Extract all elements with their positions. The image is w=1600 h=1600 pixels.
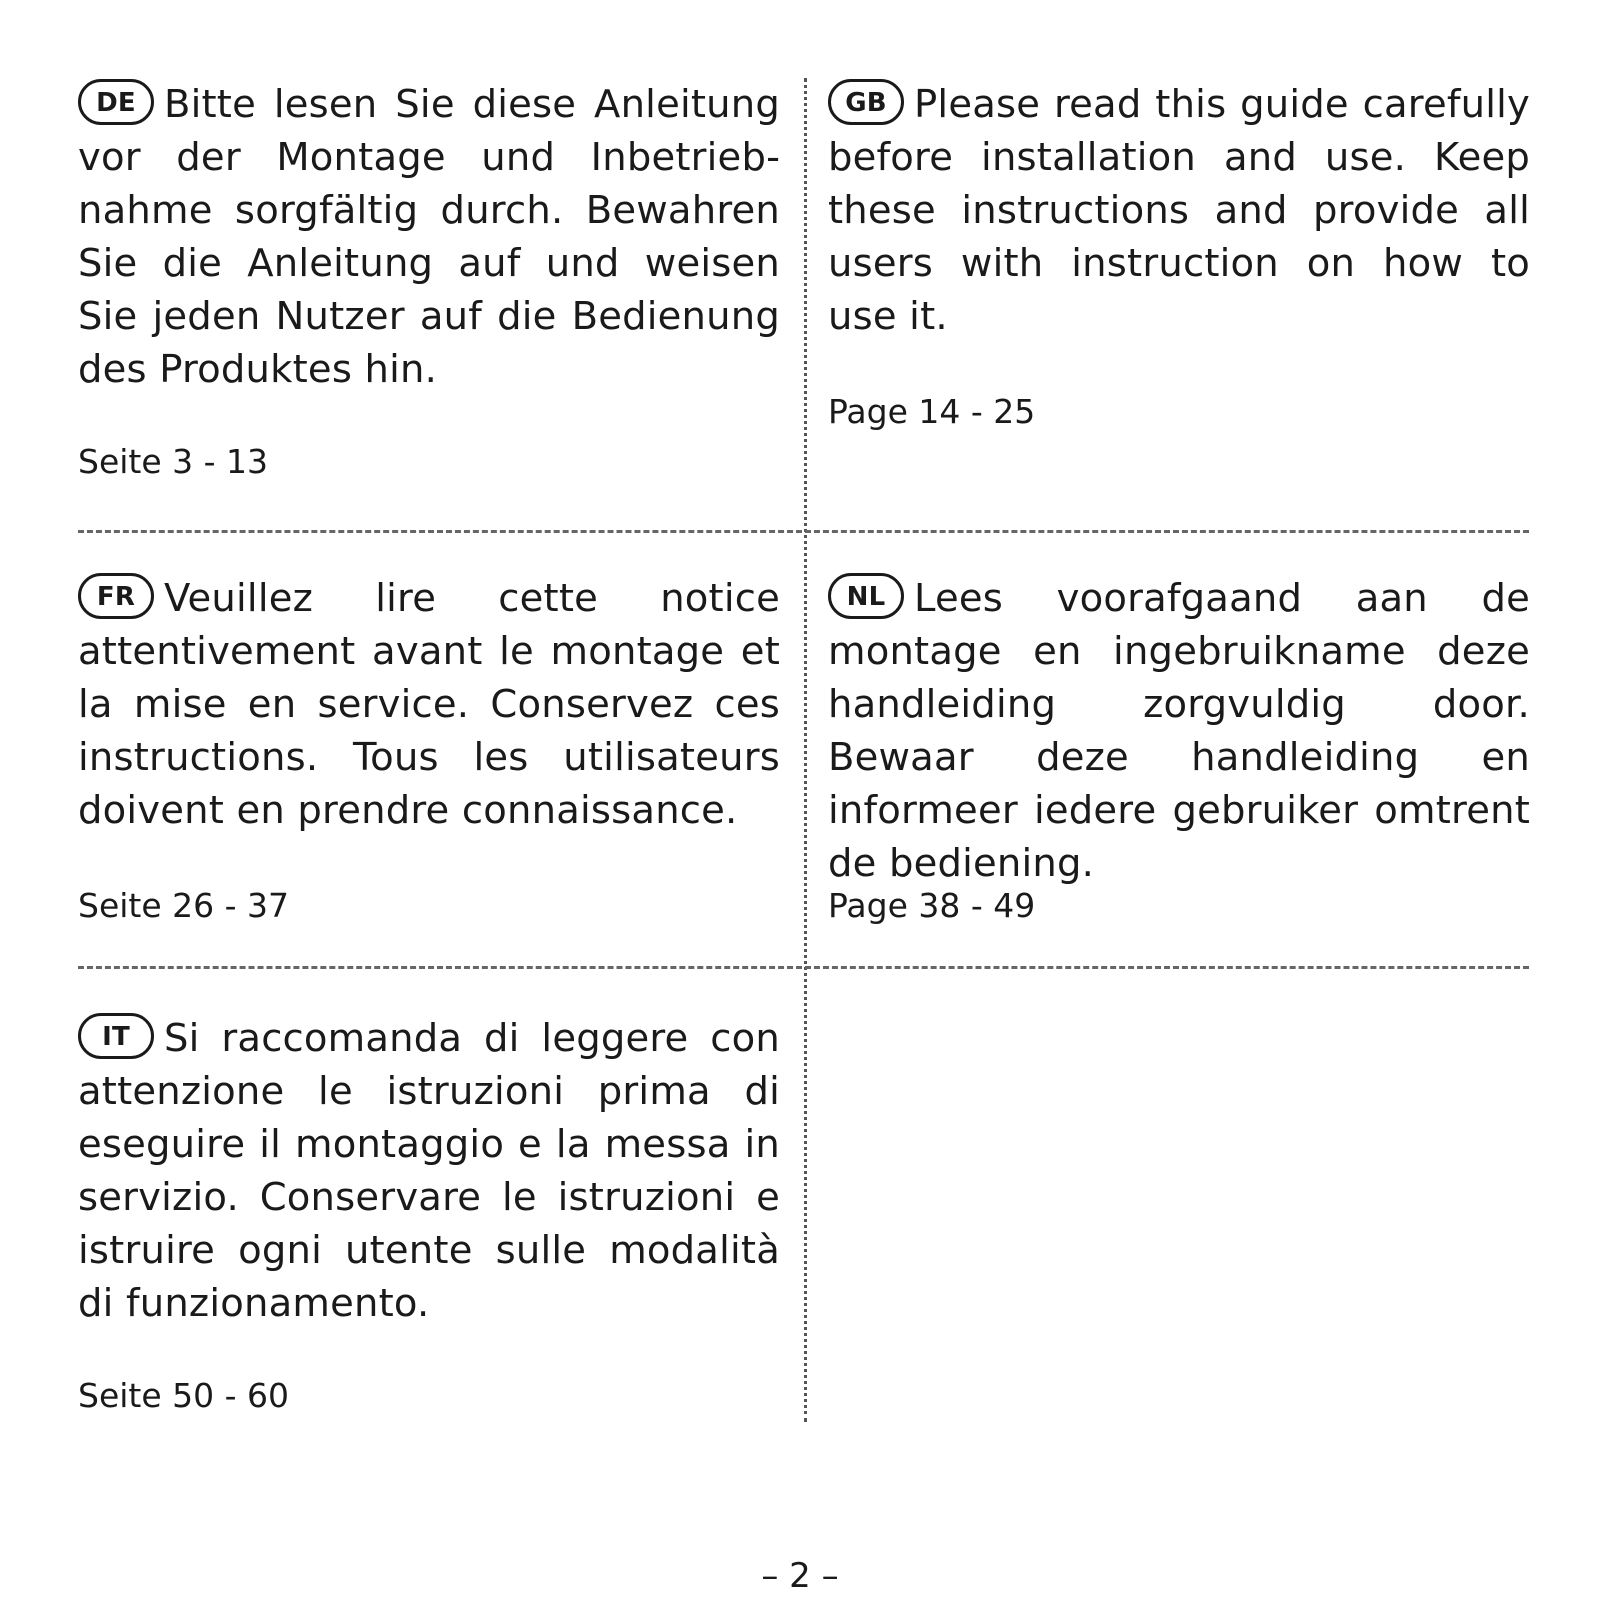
page-range-de: Seite 3 - 13 xyxy=(78,442,269,481)
language-badge-it: IT xyxy=(78,1013,154,1059)
language-badge-gb: GB xyxy=(828,79,904,125)
language-badge-nl: NL xyxy=(828,573,904,619)
instruction-text-fr: Veuillez lire cette notice attentivement avant le montage et la mise en service. Conservez ces instructions. Tous les utilisateurs doivent en prendre connaissance. xyxy=(78,576,780,833)
section-it xyxy=(78,1012,780,1330)
instruction-text-it: Si raccomanda di leggere con attenzione le istruzioni prima di eseguire il montaggio e la messa in servizio. Conservare le istruzioni e istruire ogni utente sulle modalità di funzionamento. xyxy=(78,1016,780,1326)
section-text xyxy=(78,1012,780,1330)
column-divider xyxy=(804,78,807,1422)
page-number: – 2 – xyxy=(761,1556,839,1596)
section-text xyxy=(78,78,780,396)
section-text xyxy=(78,572,780,837)
language-badge-de: DE xyxy=(78,79,154,125)
language-badge-fr: FR xyxy=(78,573,154,619)
instruction-text-gb: Please read this guide carefully before installation and use. Keep these instructions and provide all users with instruction on how to use it. xyxy=(828,82,1530,339)
row-divider-2 xyxy=(78,966,1529,969)
instruction-text-de: Bitte lesen Sie diese Anleitung vor der Montage und Inbetriebnahme sorgfältig durch. Bewahren Sie die Anleitung auf und weisen Sie jeden Nutzer auf die Bedienung des Produktes hin. xyxy=(78,82,780,392)
page-range-it: Seite 50 - 60 xyxy=(78,1376,290,1415)
page-range-nl: Page 38 - 49 xyxy=(828,886,1036,925)
section-text xyxy=(828,78,1530,343)
page-range-gb: Page 14 - 25 xyxy=(828,392,1036,431)
row-divider-1 xyxy=(78,530,1529,533)
section-nl xyxy=(828,572,1530,890)
section-text xyxy=(828,572,1530,890)
instruction-text-nl: Lees voorafgaand aan de montage en ingebruikname deze handleiding zorgvuldig door. Bewaar deze handleiding en informeer iedere gebruiker omtrent de bediening. xyxy=(828,576,1530,886)
section-de xyxy=(78,78,780,396)
section-gb xyxy=(828,78,1530,343)
section-fr xyxy=(78,572,780,837)
page-range-fr: Seite 26 - 37 xyxy=(78,886,290,925)
